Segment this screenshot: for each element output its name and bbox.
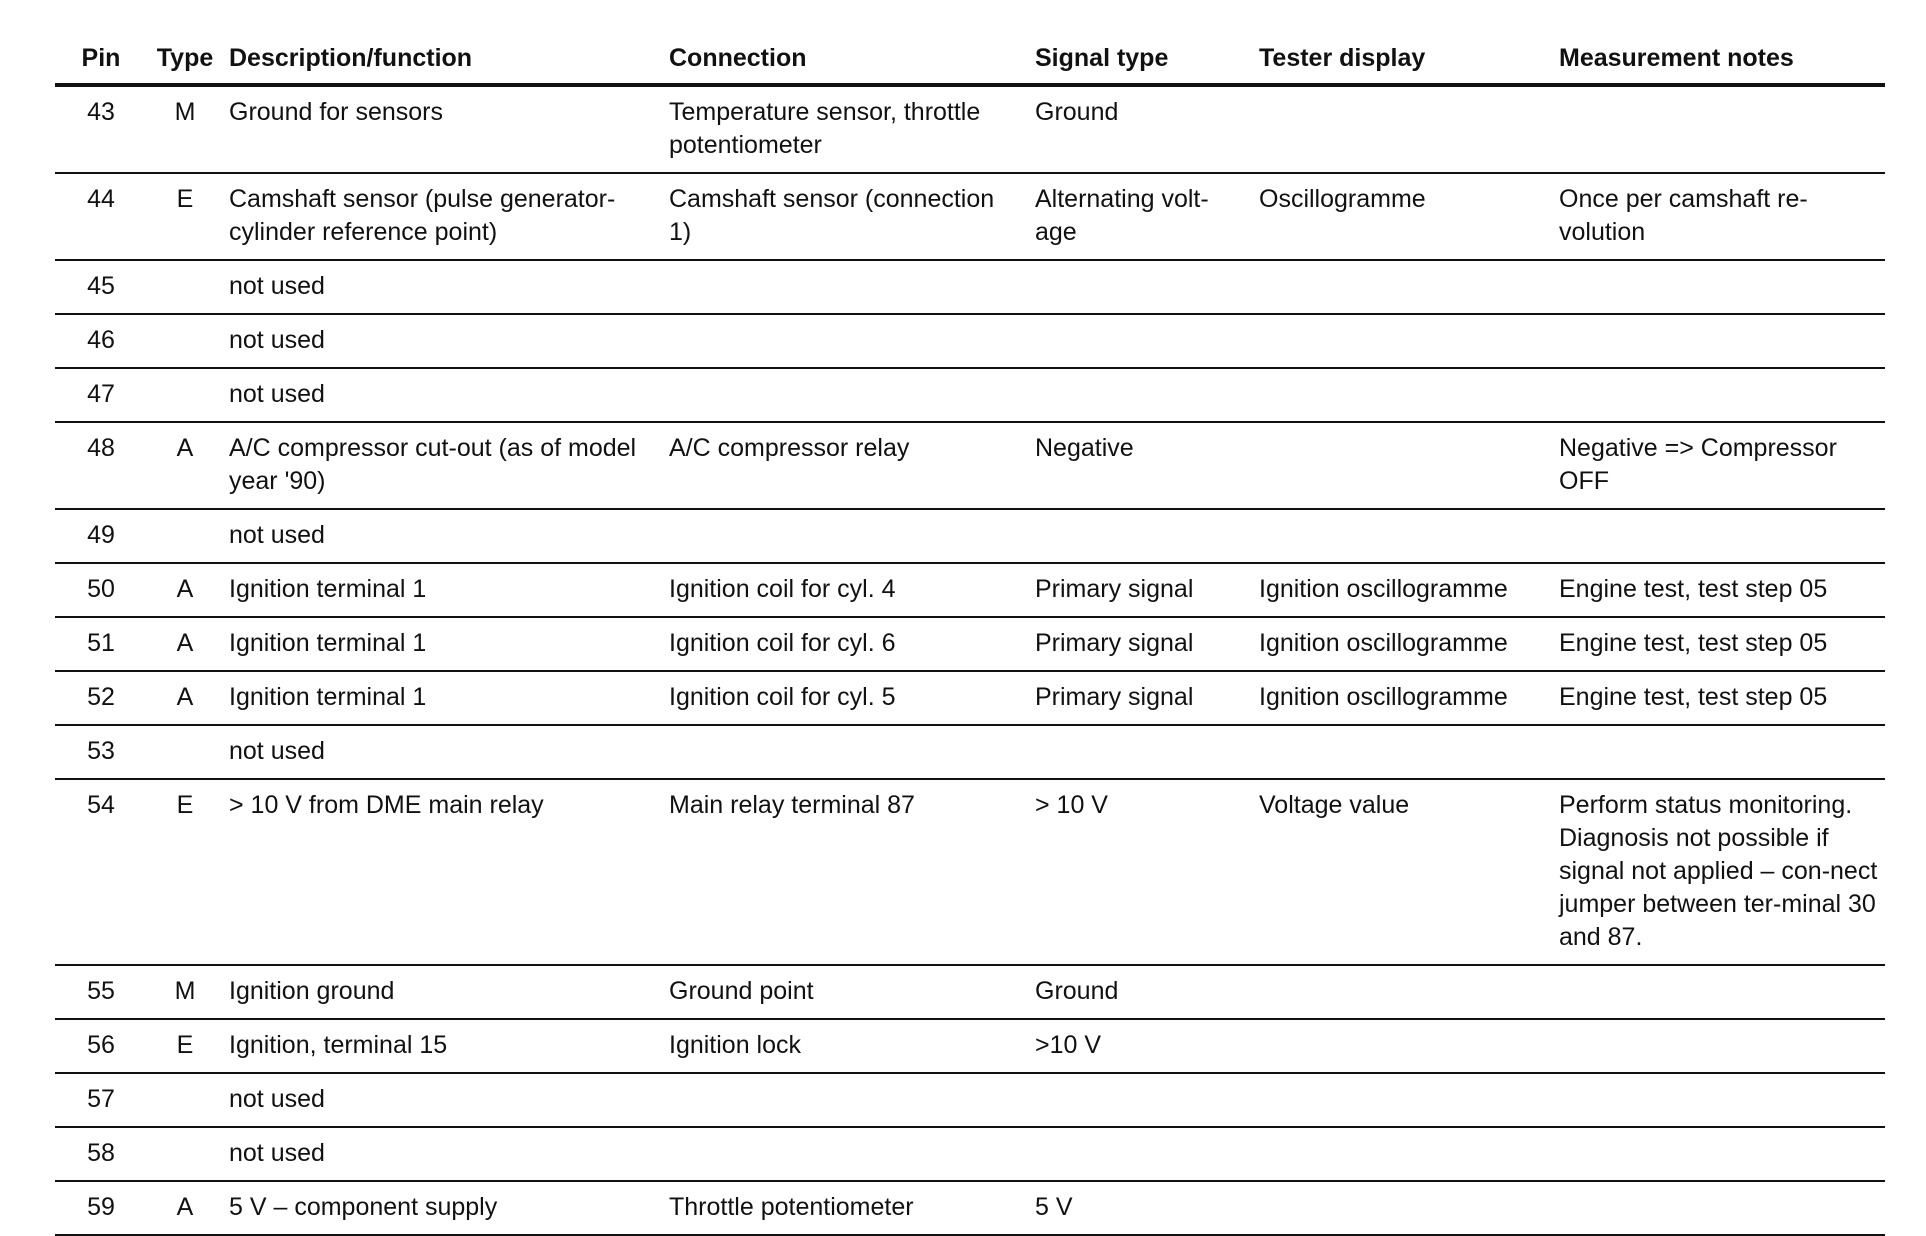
cell-tester-display: Ignition oscillogramme: [1253, 671, 1553, 725]
cell-measurement-notes: [1553, 1019, 1885, 1073]
cell-description: Ignition, terminal 15: [223, 1019, 663, 1073]
cell-measurement-notes: [1553, 260, 1885, 314]
table-row: [55, 563, 1885, 617]
table-row: [55, 85, 1885, 173]
cell-connection: Ground point: [663, 965, 1029, 1019]
cell-tester-display: Ignition oscillogramme: [1253, 617, 1553, 671]
cell-pin: 58: [55, 1127, 147, 1181]
cell-type: [147, 1073, 223, 1127]
cell-description: Ignition terminal 1: [223, 563, 663, 617]
cell-measurement-notes: Once per camshaft re-volution: [1553, 173, 1885, 260]
cell-description: Ground for sensors: [223, 85, 663, 173]
cell-measurement-notes: [1553, 368, 1885, 422]
table-row: [55, 1073, 1885, 1127]
cell-type: E: [147, 173, 223, 260]
cell-type: [147, 314, 223, 368]
header-connection: Connection: [663, 36, 1029, 85]
cell-pin: 52: [55, 671, 147, 725]
cell-pin: 47: [55, 368, 147, 422]
cell-connection: Ignition lock: [663, 1019, 1029, 1073]
cell-connection: Ignition coil for cyl. 4: [663, 563, 1029, 617]
cell-description: Ignition terminal 1: [223, 617, 663, 671]
cell-tester-display: [1253, 725, 1553, 779]
cell-description: not used: [223, 1127, 663, 1181]
table-row: [55, 617, 1885, 671]
cell-measurement-notes: [1553, 1127, 1885, 1181]
cell-signal-type: [1029, 1073, 1253, 1127]
cell-pin: 45: [55, 260, 147, 314]
cell-connection: Ignition coil for cyl. 5: [663, 671, 1029, 725]
table-row: [55, 509, 1885, 563]
cell-connection: [663, 314, 1029, 368]
table-row: [55, 671, 1885, 725]
cell-description: not used: [223, 509, 663, 563]
cell-measurement-notes: [1553, 1073, 1885, 1127]
cell-type: [147, 509, 223, 563]
header-signal-type: Signal type: [1029, 36, 1253, 85]
cell-signal-type: Ground: [1029, 85, 1253, 173]
cell-pin: 49: [55, 509, 147, 563]
cell-tester-display: [1253, 85, 1553, 173]
table-body: [55, 85, 1885, 1235]
cell-signal-type: >10 V: [1029, 1019, 1253, 1073]
cell-measurement-notes: Perform status monitoring. Diagnosis not possible if signal not applied – con-nect jumper between ter-minal 30 and 87.: [1553, 779, 1885, 965]
cell-description: > 10 V from DME main relay: [223, 779, 663, 965]
cell-connection: A/C compressor relay: [663, 422, 1029, 509]
cell-type: E: [147, 779, 223, 965]
cell-type: [147, 260, 223, 314]
cell-description: not used: [223, 368, 663, 422]
cell-tester-display: [1253, 1127, 1553, 1181]
cell-tester-display: [1253, 422, 1553, 509]
cell-pin: 51: [55, 617, 147, 671]
cell-pin: 43: [55, 85, 147, 173]
cell-connection: [663, 1127, 1029, 1181]
cell-description: not used: [223, 725, 663, 779]
cell-measurement-notes: Engine test, test step 05: [1553, 563, 1885, 617]
table-row: [55, 1181, 1885, 1235]
cell-connection: Camshaft sensor (connection 1): [663, 173, 1029, 260]
table-row: [55, 368, 1885, 422]
cell-tester-display: [1253, 260, 1553, 314]
cell-description: 5 V – component supply: [223, 1181, 663, 1235]
cell-type: A: [147, 671, 223, 725]
cell-connection: [663, 368, 1029, 422]
cell-type: [147, 368, 223, 422]
cell-description: Ignition terminal 1: [223, 671, 663, 725]
header-tester-display: Tester display: [1253, 36, 1553, 85]
cell-tester-display: [1253, 368, 1553, 422]
cell-description: A/C compressor cut-out (as of model year '90): [223, 422, 663, 509]
cell-connection: [663, 725, 1029, 779]
cell-type: A: [147, 1181, 223, 1235]
cell-signal-type: Ground: [1029, 965, 1253, 1019]
cell-tester-display: Oscillogramme: [1253, 173, 1553, 260]
cell-measurement-notes: [1553, 965, 1885, 1019]
cell-connection: Throttle potentiometer: [663, 1181, 1029, 1235]
cell-pin: 56: [55, 1019, 147, 1073]
cell-tester-display: Voltage value: [1253, 779, 1553, 965]
cell-description: not used: [223, 1073, 663, 1127]
cell-pin: 44: [55, 173, 147, 260]
cell-pin: 48: [55, 422, 147, 509]
cell-signal-type: Negative: [1029, 422, 1253, 509]
cell-type: [147, 725, 223, 779]
table-row: [55, 422, 1885, 509]
cell-description: Ignition ground: [223, 965, 663, 1019]
cell-measurement-notes: [1553, 85, 1885, 173]
cell-type: E: [147, 1019, 223, 1073]
table-row: [55, 314, 1885, 368]
cell-signal-type: 5 V: [1029, 1181, 1253, 1235]
cell-description: not used: [223, 260, 663, 314]
table-row: [55, 260, 1885, 314]
cell-pin: 55: [55, 965, 147, 1019]
cell-type: A: [147, 422, 223, 509]
cell-tester-display: [1253, 965, 1553, 1019]
header-measurement-notes: Measurement notes: [1553, 36, 1885, 85]
table-row: [55, 173, 1885, 260]
header-type: Type: [147, 36, 223, 85]
cell-description: Camshaft sensor (pulse generator-cylinder reference point): [223, 173, 663, 260]
cell-connection: [663, 260, 1029, 314]
cell-type: A: [147, 563, 223, 617]
table-header: [55, 36, 1885, 85]
cell-measurement-notes: Negative => Compressor OFF: [1553, 422, 1885, 509]
cell-measurement-notes: Engine test, test step 05: [1553, 617, 1885, 671]
cell-measurement-notes: [1553, 314, 1885, 368]
cell-measurement-notes: [1553, 1181, 1885, 1235]
cell-signal-type: Primary signal: [1029, 617, 1253, 671]
table-row: [55, 779, 1885, 965]
cell-pin: 46: [55, 314, 147, 368]
table-row: [55, 725, 1885, 779]
cell-tester-display: [1253, 1019, 1553, 1073]
table-row: [55, 1019, 1885, 1073]
cell-connection: Temperature sensor, throttle potentiometer: [663, 85, 1029, 173]
cell-type: M: [147, 965, 223, 1019]
cell-tester-display: Ignition oscillogramme: [1253, 563, 1553, 617]
cell-connection: [663, 1073, 1029, 1127]
cell-signal-type: [1029, 314, 1253, 368]
cell-signal-type: Primary signal: [1029, 671, 1253, 725]
cell-pin: 54: [55, 779, 147, 965]
cell-pin: 57: [55, 1073, 147, 1127]
cell-signal-type: [1029, 725, 1253, 779]
cell-tester-display: [1253, 314, 1553, 368]
cell-tester-display: [1253, 1073, 1553, 1127]
table-row: [55, 965, 1885, 1019]
cell-signal-type: [1029, 368, 1253, 422]
cell-signal-type: [1029, 260, 1253, 314]
table-row: [55, 1127, 1885, 1181]
cell-tester-display: [1253, 509, 1553, 563]
cell-signal-type: > 10 V: [1029, 779, 1253, 965]
cell-type: M: [147, 85, 223, 173]
header-row: [55, 36, 1885, 85]
cell-type: [147, 1127, 223, 1181]
cell-measurement-notes: Engine test, test step 05: [1553, 671, 1885, 725]
cell-tester-display: [1253, 1181, 1553, 1235]
cell-signal-type: [1029, 509, 1253, 563]
cell-signal-type: [1029, 1127, 1253, 1181]
cell-connection: [663, 509, 1029, 563]
cell-signal-type: Primary signal: [1029, 563, 1253, 617]
cell-connection: Main relay terminal 87: [663, 779, 1029, 965]
cell-measurement-notes: [1553, 725, 1885, 779]
cell-pin: 53: [55, 725, 147, 779]
cell-description: not used: [223, 314, 663, 368]
pin-assignment-page: [55, 36, 1885, 1236]
cell-pin: 59: [55, 1181, 147, 1235]
cell-connection: Ignition coil for cyl. 6: [663, 617, 1029, 671]
pin-assignment-table: [55, 36, 1885, 1236]
cell-type: A: [147, 617, 223, 671]
cell-signal-type: Alternating volt-age: [1029, 173, 1253, 260]
cell-measurement-notes: [1553, 509, 1885, 563]
cell-pin: 50: [55, 563, 147, 617]
header-pin: Pin: [55, 36, 147, 85]
header-description: Description/function: [223, 36, 663, 85]
